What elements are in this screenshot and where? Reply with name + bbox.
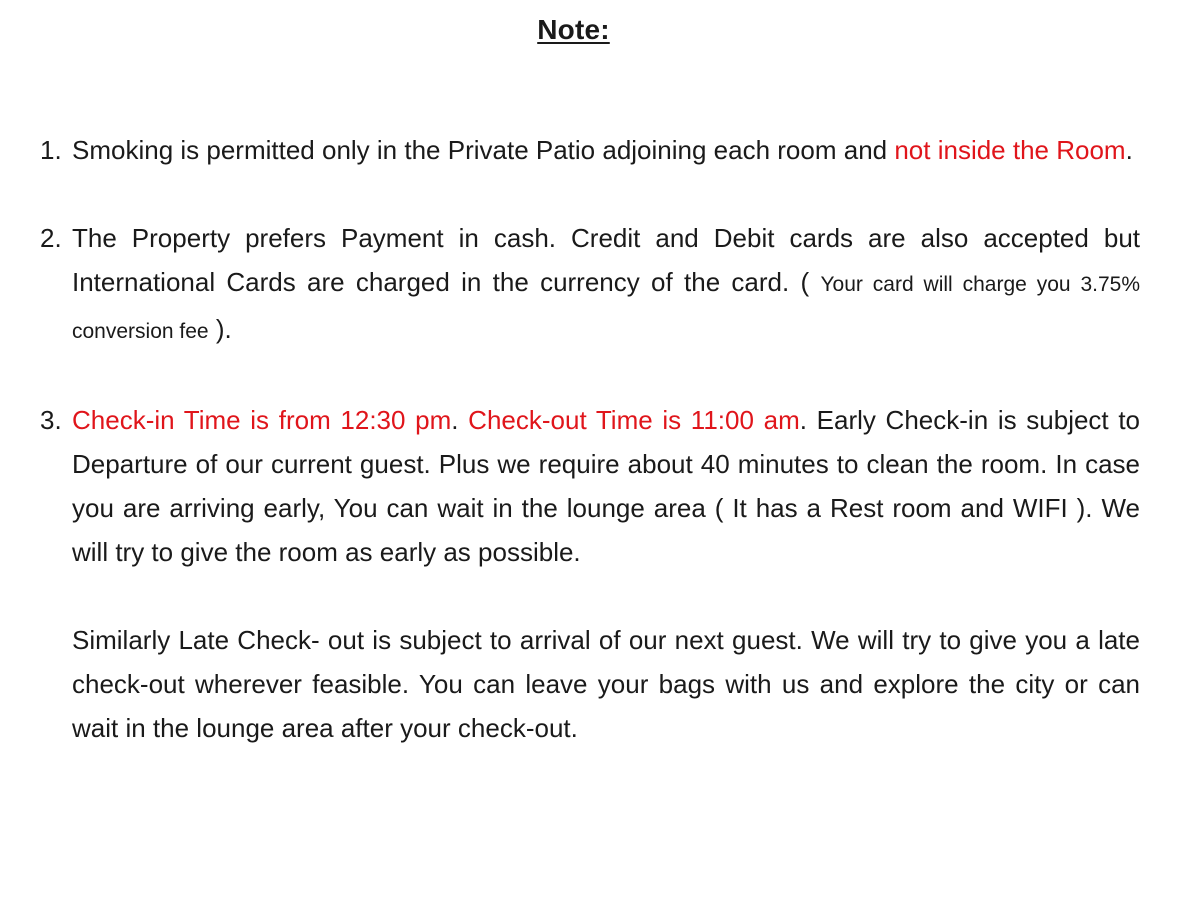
notes-list [40, 128, 1140, 794]
note-number: 3. [40, 405, 62, 435]
note-item-1 [40, 128, 1140, 172]
checkout-time-highlight: Check-out Time is 11:00 am [468, 405, 800, 435]
note-paragraph-1 [72, 398, 1140, 574]
page-title: Note: [537, 14, 610, 45]
note-text: . Early Check-in is subject to Departure of our current guest. Plus we require about 40 minutes to clean the room. In case you are arriving early, You can wait in the lounge area ( It has a Rest room and WIFI ). We will try to give the room as early as possible. [72, 405, 1141, 567]
note-text: Smoking is permitted only in the Private Patio adjoining each room and [72, 135, 895, 165]
note-highlight: not inside the Room [894, 135, 1126, 165]
note-item-3 [40, 398, 1140, 750]
note-item-2 [40, 216, 1140, 354]
note-number: 1. [40, 135, 62, 165]
note-small-text: Your card will charge you 3.75% conversion fee [72, 273, 1140, 343]
note-separator: . [451, 405, 469, 435]
checkin-time-highlight: Check-in Time is from 12:30 pm [72, 405, 452, 435]
note-text-end: ). [208, 314, 232, 344]
note-text-end: . [1125, 135, 1133, 165]
note-paragraph-2: Similarly Late Check- out is subject to arrival of our next guest. We will try to give you a late check-out wherever feasible. You can leave your bags with us and explore the city or can wait in the lounge area after your check-out. [72, 625, 1140, 743]
note-number: 2. [40, 223, 62, 253]
note-text: The Property prefers Payment in cash. Credit and Debit cards are also accepted but International Cards are charged in the currency of the card. ( [72, 223, 1140, 297]
